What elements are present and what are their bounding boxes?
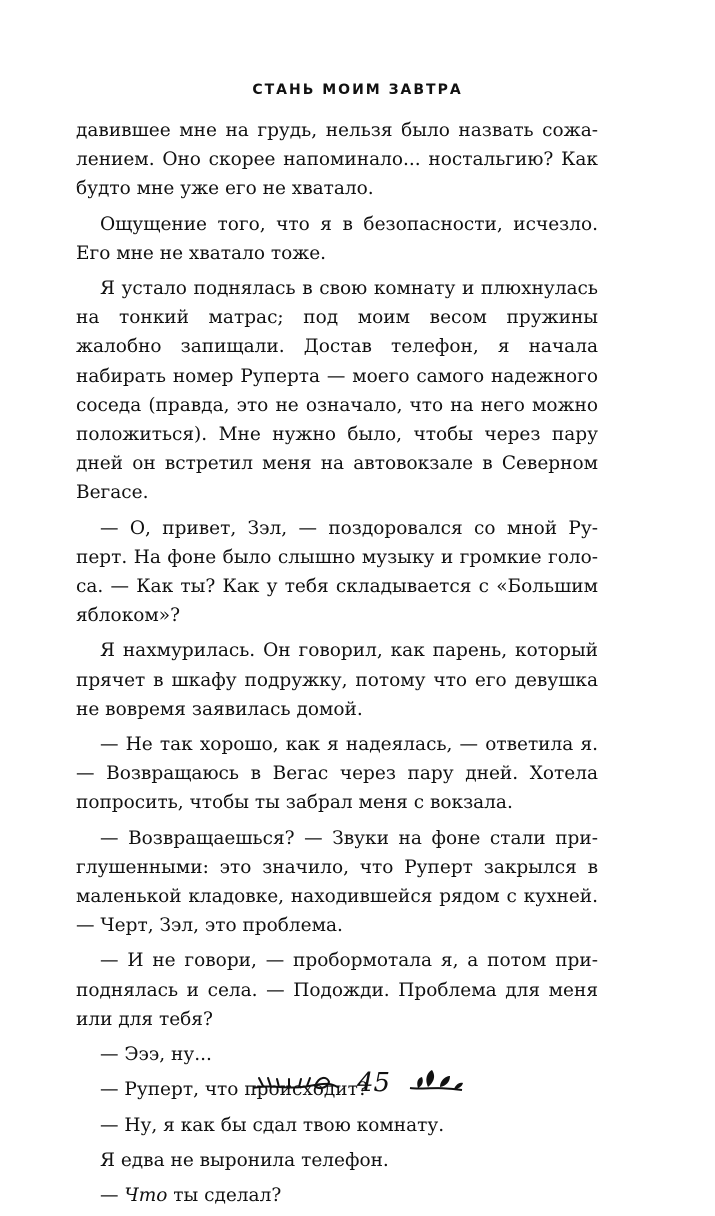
paragraph: — Возвращаешься? — Звуки на фоне стали приглушенными: это значило, что Руперт закрылся в маленькой кладовке, находившейся рядом с кухней. — Черт, Зэл, это проблема. <box>76 827 598 937</box>
dialogue-dash: — <box>100 1184 125 1206</box>
paragraph: Ощущение того, что я в безопасности, исчезло. Его мне не хватало тоже. <box>76 213 598 264</box>
leaf-flourish-icon <box>406 1068 466 1098</box>
page-number: 45 <box>356 1068 391 1098</box>
body-text <box>76 116 598 1216</box>
vine-flourish-icon <box>249 1070 341 1096</box>
page-footer <box>0 1068 715 1098</box>
paragraph: давившее мне на грудь, нельзя было назвать сожалением. Оно скорее напоминало... ностальгию? Как будто мне уже его не хватало. <box>76 120 598 200</box>
paragraph: Я нахмурилась. Он говорил, как парень, который прячет в шкафу подружку, потому что его девушка не вовремя заявилась домой. <box>76 640 598 720</box>
paragraph-last <box>76 1181 598 1210</box>
paragraph: Я устало поднялась в свою комнату и плюхнулась на тонкий матрас; под моим весом пружины жалобно запищали. Достав телефон, я начала набирать номер Руперта — моего самого надежного соседа (правда, это не означало, что на него можно положиться). Мне нужно было, чтобы через пару дней он встретил меня на автовокзале в Северном Вегасе. <box>76 278 598 504</box>
paragraph: — И не говори, — пробормотала я, а потом приподнялась и села. — Подожди. Проблема для меня или для тебя? <box>76 950 598 1030</box>
emphasized-word: Что <box>124 1184 168 1206</box>
paragraph: — Руперт, что происходит? <box>100 1079 368 1101</box>
dialogue-rest: ты сделал? <box>167 1184 282 1206</box>
paragraph: — О, привет, Зэл, — поздоровался со мной Руперт. На фоне было слышно музыку и громкие голоса. — Как ты? Как у тебя складывается с «Большим яблоком»? <box>76 517 598 627</box>
paragraph: — Ну, я как бы сдал твою комнату. <box>100 1114 445 1136</box>
paragraph: — Эээ, ну... <box>100 1044 212 1066</box>
paragraph: — Не так хорошо, как я надеялась, — ответила я. — Возвращаюсь в Вегас через пару дней. Хотела попросить, чтобы ты забрал меня с вокзала. <box>76 734 598 814</box>
paragraph: Я едва не выронила телефон. <box>100 1149 389 1171</box>
running-title: СТАНЬ МОИМ ЗАВТРА <box>252 82 463 98</box>
